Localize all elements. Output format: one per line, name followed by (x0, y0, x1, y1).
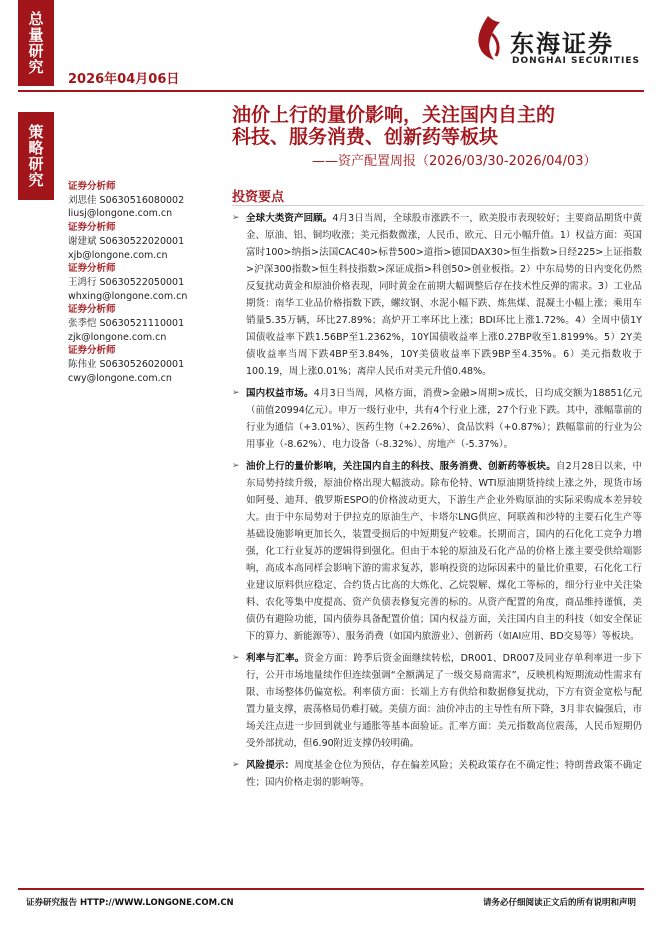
analyst-role: 证券分析师 (68, 304, 116, 316)
arrow-bullet-icon: ➢ (232, 760, 240, 770)
arrow-bullet-icon: ➢ (232, 213, 240, 223)
key-point-text: 4月3日当周，全球股市涨跌不一，欧美股市表现较好；主要商品期货中黄金、原油、铝、铜均收涨；美元指数微涨，人民币、欧元、日元小幅升值。1）权益方面：英国富时100>纳指>法国CAC40>标普500>道指>德国DAX30>恒生指数>日经225>上证指数>沪深300指数>恒生科技指数>深证成指>科创50>创业板指。2）中东局势的日内变化仍然反复扰动黄金和原油价格表现，同时黄金在前期大幅调整后存在技术性反弹的需求。3）工业品期货：南华工业品价格指数下跌，螺纹钢、水泥小幅下跌、炼焦煤、混凝土小幅上涨；乘用车销量5.35万辆，环比27.89%；高炉开工率环比上涨；BDI环比上涨1.72%。4）全周中债1Y国债收益率下跌1.56BP至1.2362%，10Y国债收益率上涨0.27BP收至1.8199%。5）2Y美债收益率当周下跌4BP至3.84%，10Y美债收益率下跌9BP至4.35%。6）美元指数收于100.19，周上涨0.01%；离岸人民币对美元升值0.48%。 (246, 213, 642, 377)
section-rule (232, 205, 644, 206)
analyst-email[interactable]: xjb@longone.com.cn (68, 249, 168, 261)
analyst-name-id: 刘思佳 S0630516080002 (68, 194, 185, 206)
arrow-bullet-icon: ➢ (232, 388, 240, 398)
analyst-entry (68, 180, 218, 221)
analyst-entry (68, 303, 218, 344)
analyst-name-id: 张季恺 S0630521110001 (68, 318, 185, 330)
key-point (232, 385, 642, 453)
analyst-entry (68, 221, 218, 262)
analyst-role: 证券分析师 (68, 263, 116, 275)
logo-mark-icon (470, 14, 506, 62)
key-point-head: 全球大类资产回顾。 (246, 213, 333, 224)
analyst-name-id: 陈伟业 S0630526020001 (68, 359, 185, 371)
analyst-email[interactable]: zjk@longone.com.cn (68, 331, 167, 343)
key-point (232, 650, 642, 752)
key-point (232, 458, 642, 645)
key-point-text: 周度基金仓位为预估，存在偏差风险；关税政策存在不确定性；特朗普政策不确定性；国内价格走弱的影响等。 (246, 760, 642, 788)
analyst-name-id: 王鸿行 S0630522050001 (68, 276, 185, 288)
header-rule (18, 90, 644, 92)
analyst-name-id: 谢建斌 S0630522020001 (68, 235, 185, 247)
analyst-role: 证券分析师 (68, 222, 116, 234)
title-line-1: 油价上行的量价影响，关注国内自主的 (232, 104, 556, 126)
arrow-bullet-icon: ➢ (232, 461, 240, 471)
key-point (232, 757, 642, 791)
report-date: 2026年04月06日 (68, 72, 180, 87)
analyst-email[interactable]: cwy@longone.com.cn (68, 372, 172, 384)
analyst-entry (68, 262, 218, 303)
title-line-2: 科技、服务消费、创新药等板块 (232, 126, 499, 148)
key-point-text: 4月3日当周，风格方面，消费>金融>周期>成长，日均成交额为18851亿元（前值20994亿元）。申万一级行业中，共有4个行业上涨，27个行业下跌。其中，涨幅靠前的行业为通信（+3.01%）、医药生物（+2.26%）、食品饮料（+0.87%）；跌幅靠前的行业为公用事业（-8.62%）、电力设备（-8.32%）、房地产（-5.37%）。 (246, 388, 642, 450)
footer-rule (18, 888, 644, 890)
key-point-head: 风险提示： (246, 760, 295, 771)
key-point-head: 利率与汇率。 (246, 653, 305, 664)
report-subtitle: ——资产配置周报（2026/03/30-2026/04/03） (312, 154, 597, 169)
analyst-list (68, 180, 218, 386)
analyst-email[interactable]: whxing@longone.com.cn (68, 290, 188, 302)
key-point-text: 资金方面：跨季后资金面继续转松，DR001、DR007及同业存单利率进一步下行，公开市场地量续作但连续强调“全额满足了一级交易商需求”，反映机构短期流动性需求有限、市场整体仍偏宽松。利率债方面：长端上方有供给和数据修复扰动，下方有资金宽松与配置力量支撑，震荡格局仍难打破。美债方面：油价冲击的主导性有所下降，3月非农偏强后，市场关注点进一步回到就业与通胀等基本面验证。汇率方面：美元指数高位震荡，人民币短期仍受外部扰动，但6.90附近支撑仍较明确。 (246, 653, 642, 749)
key-point (232, 210, 642, 380)
analyst-role: 证券分析师 (68, 345, 116, 357)
analyst-role: 证券分析师 (68, 181, 116, 192)
arrow-bullet-icon: ➢ (232, 653, 240, 663)
key-points (232, 210, 642, 796)
logo-text-en: DONGHAI SECURITIES (512, 56, 640, 66)
side-tab-top: 总量研究 (18, 0, 54, 86)
analyst-entry (68, 344, 218, 385)
footer-left[interactable]: 证券研究报告 HTTP://WWW.LONGONE.COM.CN (26, 898, 234, 908)
key-point-head: 国内权益市场。 (246, 388, 314, 399)
logo-text-cn: 东海证券 (510, 30, 614, 58)
section-heading: 投资要点 (232, 190, 285, 205)
company-logo (470, 14, 650, 74)
key-point-text: 自2月28日以来，中东局势持续升级，原油价格出现大幅波动。除布伦特、WTI原油期货持续上涨之外，现货市场如阿曼、迪拜、俄罗斯ESPO的价格波动更大，下游生产企业外购原油的实际采购成本差异较大。由于中东局势对于伊拉克的原油生产、卡塔尔LNG供应、阿联酋和沙特的主要石化生产等基础设施影响更加长久，装置受损后的中短期复产较难。长期而言，国内的石化化工竞争力增强，化工行业复苏的逻辑得到强化。但由于本轮的原油及石化产品的价格上涨主要受供给端影响，高成本高同样会影响下游的需求复苏，影响投资的边际因素中的量比价重要，石化化工行业建议原料供应稳定、合约货占比高的大炼化、乙烷裂解、煤化工等标的，细分行业中关注染料、农化等集中度提高、资产负债表修复完善的标的。从资产配置的角度，商品维持谨慎，美债仍有避险功能，国内债券具备配置价值；国内权益方面，关注国内自主的科技（如安全保证下的算力、新能源等）、服务消费（如国内旅游业）、创新药（如AI应用、BD交易等）等板块。 (246, 461, 642, 642)
report-title (232, 104, 632, 148)
analyst-email[interactable]: liusj@longone.com.cn (68, 208, 173, 220)
key-point-head: 油价上行的量价影响，关注国内自主的科技、服务消费、创新药等板块。 (246, 461, 556, 472)
footer-disclaimer: 请务必仔细阅读正文后的所有说明和声明 (482, 898, 636, 908)
side-tab-middle: 策略研究 (18, 112, 54, 200)
